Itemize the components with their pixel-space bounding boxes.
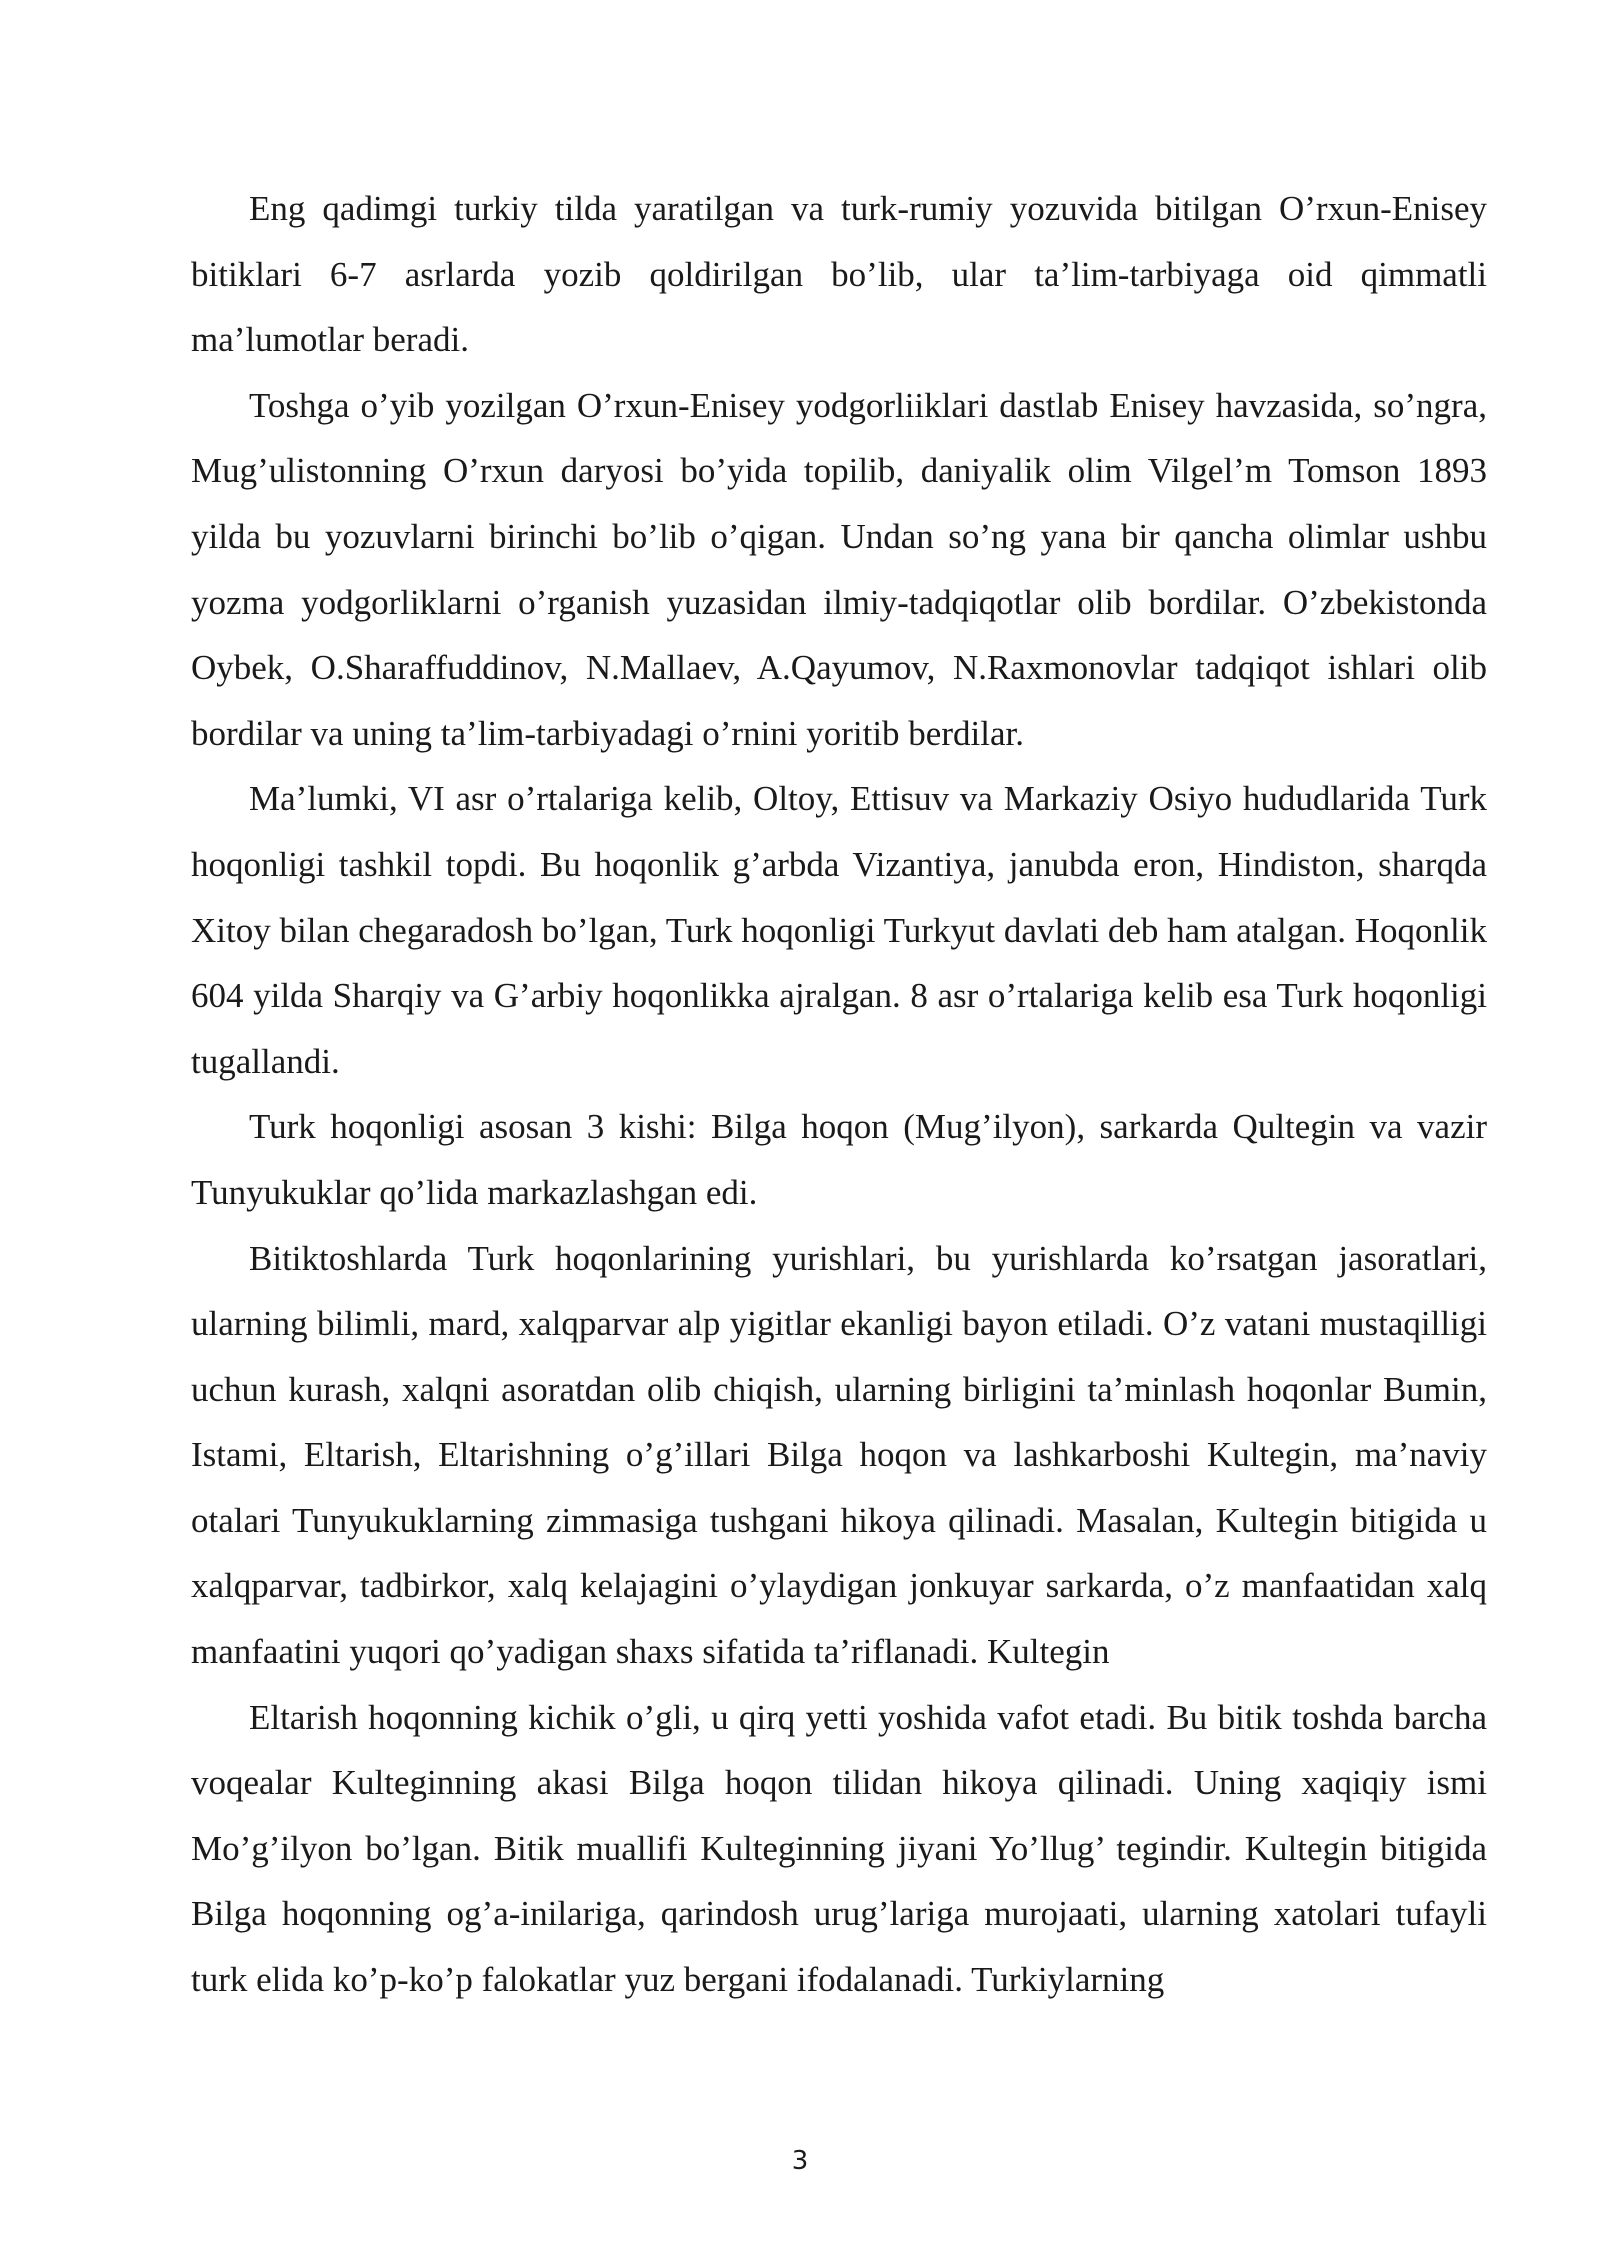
paragraph-5: Bitiktoshlarda Turk hoqonlarining yurishlari, bu yurishlarda ko’rsatgan jasoratlari, ularning bilimli, mard, xalqparvar alp yigitlar ekanligi bayon etiladi. O’z vatani mustaqilligi uchun kurash, xalqni asoratdan olib chiqish, ularning birligini ta’minlash hoqonlar Bumin, Istami, Eltarish, Eltarishning o’g’illari Bilga hoqon va lashkarboshi Kultegin, ma’naviy otalari Tunyukuklarning zimmasiga tushgani hikoya qilinadi. Masalan, Kultegin bitigida u xalqparvar, tadbirkor, xalq kelajagini o’ylaydigan jonkuyar sarkarda, o’z manfaatidan xalq manfaatini yuqori qo’yadigan shaxs sifatida ta’riflanadi. Kultegin [191, 1238, 1487, 1672]
paragraph-2: Toshga o’yib yozilgan O’rxun-Enisey yodgorliiklari dastlab Enisey havzasida, so’ngra, Mug’ulistonning O’rxun daryosi bo’yida topilib, daniyalik olim Vilgel’m Tomson 1893 yilda bu yozuvlarni birinchi bo’lib o’qigan. Undan so’ng yana bir qancha olimlar ushbu yozma yodgorliklarni o’rganish yuzasidan ilmiy-tadqiqotlar olib bordilar. O’zbekistonda Oybek, O.Sharaffuddinov, N.Mallaev, A.Qayumov, N.Raxmonovlar tadqiqot ishlari olib bordilar va uning ta’lim-tarbiyadagi o’rnini yoritib berdilar. [191, 385, 1487, 753]
paragraph-1: Eng qadimgi turkiy tilda yaratilgan va turk-rumiy yozuvida bitilgan O’rxun-Enisey bitiklari 6-7 asrlarda yozib qoldirilgan bo’lib, ular ta’lim-tarbiyaga oid qimmatli ma’lumotlar beradi. [191, 189, 1487, 360]
page-number: 3 [791, 2146, 809, 2176]
paragraph-6: Eltarish hoqonning kichik o’gli, u qirq yetti yoshida vafot etadi. Bu bitik toshda barcha voqealar Kulteginning akasi Bilga hoqon tilidan hikoya qilinadi. Uning xaqiqiy ismi Mo’g’ilyon bo’lgan. Bitik muallifi Kulteginning jiyani Yo’llug’ tegindir. Kultegin bitigida Bilga hoqonning og’a-inilariga, qarindosh urug’lariga murojaati, ularning xatolari tufayli turk elida ko’p-ko’p falokatlar yuz bergani ifodalanadi. Turkiylarning [191, 1697, 1487, 2000]
document-body [191, 176, 1487, 2013]
paragraph-4: Turk hoqonligi asosan 3 kishi: Bilga hoqon (Mug’ilyon), sarkarda Qultegin va vazir Tunyukuklar qo’lida markazlashgan edi. [191, 1107, 1487, 1212]
paragraph-3: Ma’lumki, VI asr o’rtalariga kelib, Oltoy, Ettisuv va Markaziy Osiyo hududlarida Turk hoqonligi tashkil topdi. Bu hoqonlik g’arbda Vizantiya, janubda eron, Hindiston, sharqda Xitoy bilan chegaradosh bo’lgan, Turk hoqonligi Turkyut davlati deb ham atalgan. Hoqonlik 604 yilda Sharqiy va G’arbiy hoqonlikka ajralgan. 8 asr o’rtalariga kelib esa Turk hoqonligi tugallandi. [191, 779, 1487, 1081]
